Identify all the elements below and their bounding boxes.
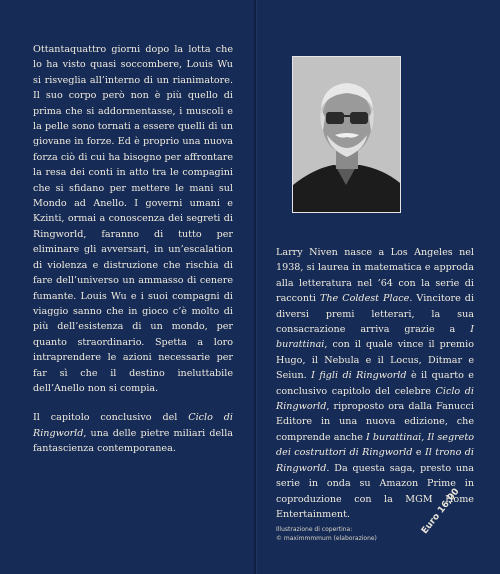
bio-text-1: Larry Niven nasce a Los Angeles nel 1938, si laurea in matematica e approda alla letteratura nel ’64 con la serie di racconti: [276, 247, 474, 305]
bio-title-series: I burattinai, Il segreto dei costruttori di Ringworld: [276, 431, 474, 459]
cover-credits: [276, 526, 426, 543]
bio-text-4: è il quarto e conclusivo capitolo del celebre: [276, 370, 474, 397]
price-label: Euro 16,00: [420, 486, 462, 537]
bio-title-ciclo: Ciclo di Ringworld: [276, 385, 474, 413]
bio-paragraph: [276, 245, 474, 522]
bio-title-coldest-place: The Coldest Place: [319, 293, 410, 305]
fold-line: [254, 0, 256, 574]
bio-text-6: e: [412, 447, 425, 459]
synopsis-paragraph: Ottantaquattro giorni dopo la lotta che lo ha visto quasi soccombere, Louis Wu si risveglia all’interno di un rianimatore. Il suo corpo però non è più quello di prima che si addormentasse, i muscoli e la pelle sono tornati a essere quelli di un giovane in forze. Ed è proprio una nuova forza ciò di cui ha bisogno per affrontare la resa dei conti in atto tra le compagini che si sfidano per mettere le mani sul Mondo ad Anello. I governi umani e Kzinti, ormai a conoscenza dei segreti di Ringworld, faranno di tutto per eliminare gli avversari, in un’escalation di violenza e distruzione che rischia di fare dell’universo un ammasso di cenere fumante. Louis Wu e i suoi compagni di viaggio sanno che in gioco c’è molto di più dell’esistenza di un mondo, per quanto straordinario. Spetta a loro intraprendere le azioni necessarie per far sì che il destino ineluttabile dell’Anello non si compia.: [33, 44, 233, 394]
closing-paragraph: [33, 410, 233, 456]
closing-text-start: Il capitolo conclusivo del: [33, 412, 189, 424]
author-portrait-icon: [293, 57, 400, 212]
bio-text-2: . Vincitore di diversi premi letterari, la sua consacrazione arriva grazie a: [276, 293, 475, 336]
bio-text-7: . Da questa saga, presto una serie in onda su Amazon Prime in coproduzione con la MGM Home Entertainment.: [276, 462, 474, 520]
credit-label: Illustrazione di copertina:: [276, 526, 353, 533]
author-bio: [276, 245, 474, 522]
credit-author: © maximmmmum (elaborazione): [276, 534, 377, 542]
back-cover-text: [33, 42, 233, 471]
bio-text-3: , con il quale vince il premio Hugo, il Nebula e il Locus, Ditmar e Seiun.: [276, 339, 474, 382]
bio-text-5: , riproposto ora dalla Fanucci Editore in una nuova edizione, che comprende anche: [276, 401, 474, 443]
bio-title-figli-ringworld: I figli di Ringworld: [311, 370, 407, 382]
bio-title-burattinai: I burattinai: [276, 324, 474, 351]
bio-title-trono: Il trono di Ringworld: [276, 447, 474, 474]
author-photo: [292, 56, 401, 213]
closing-series-title: Ciclo di Ringworld: [33, 412, 234, 439]
closing-text-end: , una delle pietre miliari della fantascienza contemporanea.: [33, 427, 233, 455]
